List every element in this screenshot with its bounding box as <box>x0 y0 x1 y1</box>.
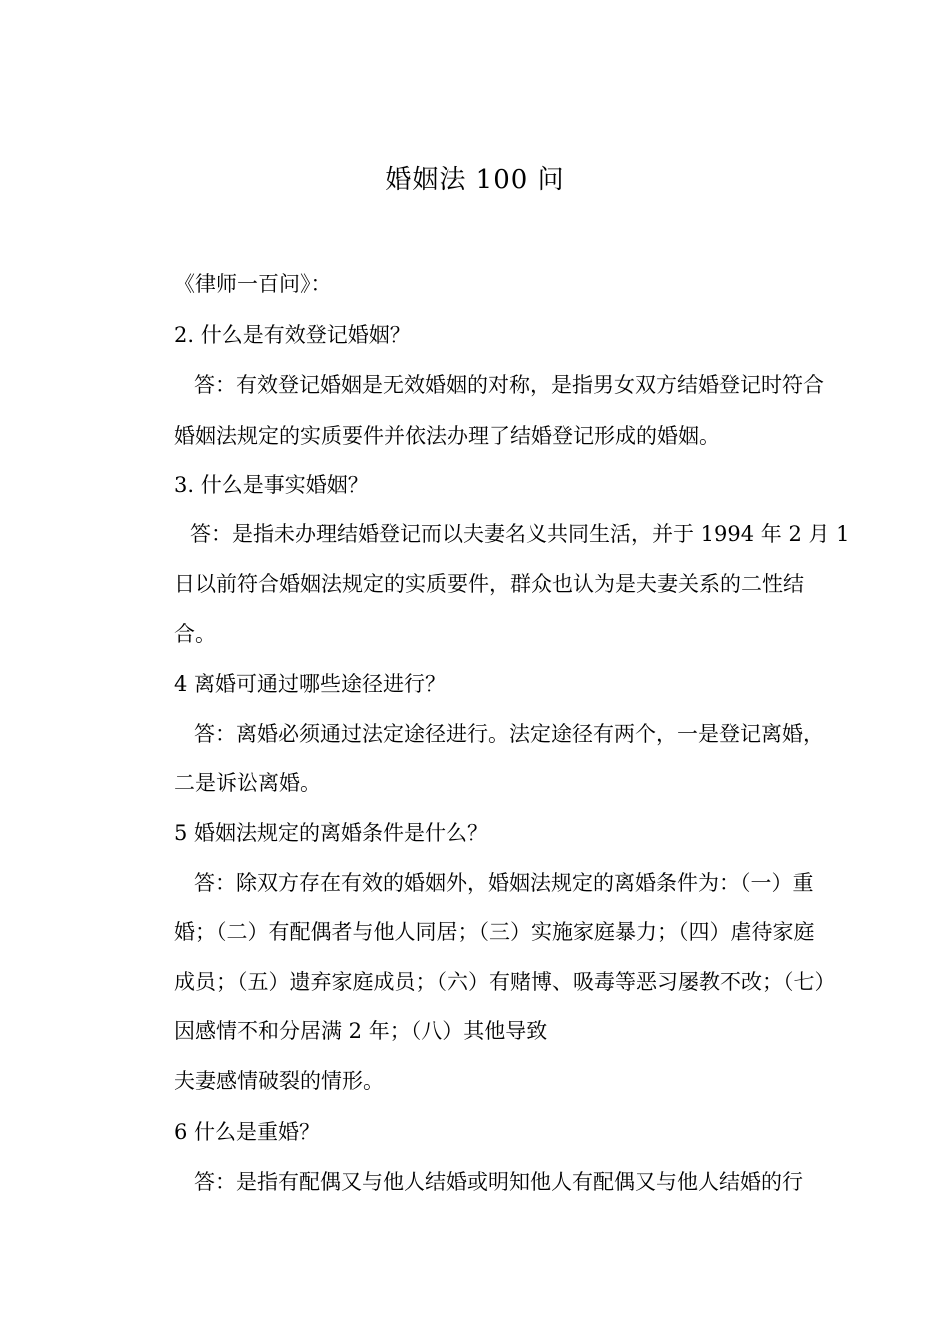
question-line: 3. 什么是事实婚姻？ <box>174 473 369 497</box>
text-line: 《律师一百问》： <box>174 272 332 296</box>
question-line: 2. 什么是有效登记婚姻？ <box>174 323 411 347</box>
text-line: 因感情不和分居满 2 年；（八）其他导致 <box>174 1019 548 1043</box>
text-line: 二是诉讼离婚。 <box>174 771 321 795</box>
text-line: 成员；（五）遗弃家庭成员；（六）有赌博、吸毒等恶习屡教不改；（七） <box>174 970 836 994</box>
question-line: 5 婚姻法规定的离婚条件是什么？ <box>174 821 489 845</box>
question-line: 6 什么是重婚？ <box>174 1120 321 1144</box>
text-line: 日以前符合婚姻法规定的实质要件，群众也认为是夫妻关系的二性结 <box>174 572 804 596</box>
text-line: 合。 <box>174 622 216 646</box>
answer-line: 答：是指未办理结婚登记而以夫妻名义共同生活，并于 1994 年 2 月 1 <box>190 522 850 546</box>
answer-line: 答：离婚必须通过法定途径进行。法定途径有两个，一是登记离婚， <box>194 722 824 746</box>
answer-line: 答：除双方存在有效的婚姻外，婚姻法规定的离婚条件为：（一）重 <box>194 871 814 895</box>
document-title: 婚姻法 100 问 <box>385 165 565 195</box>
text-line: 婚；（二）有配偶者与他人同居；（三）实施家庭暴力；（四）虐待家庭 <box>174 920 815 944</box>
question-line: 4 离婚可通过哪些途径进行？ <box>174 672 447 696</box>
text-line: 夫妻感情破裂的情形。 <box>174 1069 384 1093</box>
answer-line: 答：有效登记婚姻是无效婚姻的对称，是指男女双方结婚登记时符合 <box>194 373 824 397</box>
answer-line: 答：是指有配偶又与他人结婚或明知他人有配偶又与他人结婚的行 <box>194 1170 803 1194</box>
text-line: 婚姻法规定的实质要件并依法办理了结婚登记形成的婚姻。 <box>174 424 720 448</box>
